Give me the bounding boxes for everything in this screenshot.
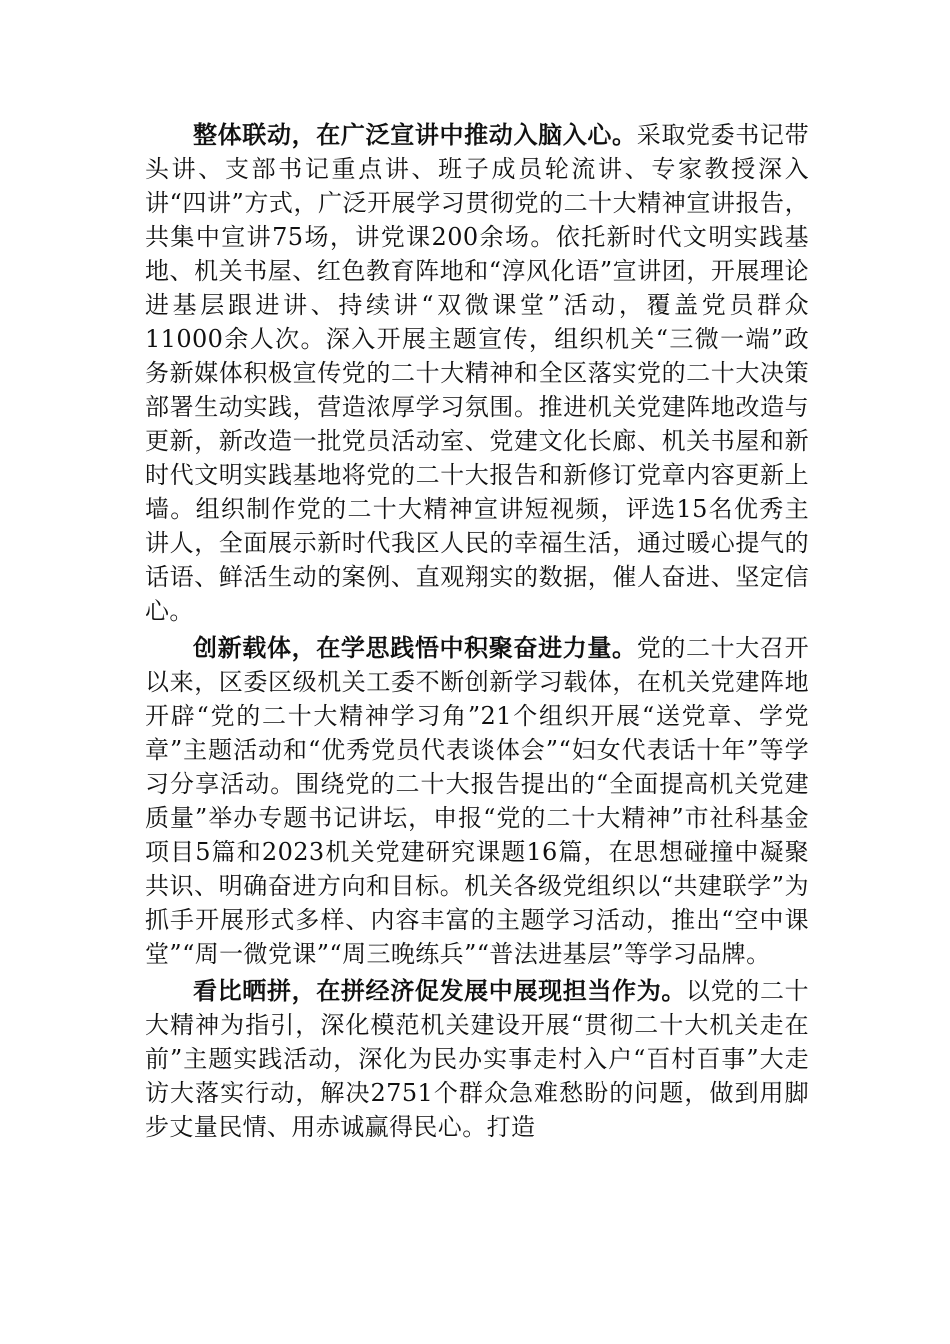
- paragraph-overall-linkage: [145, 118, 809, 628]
- document-page: [145, 118, 809, 1144]
- paragraph-heading: 看比晒拼，在拼经济促发展中展现担当作为。: [193, 976, 686, 1005]
- paragraph-body: 采取党委书记带头讲、支部书记重点讲、班子成员轮流讲、专家教授深入讲“四讲”方式，广泛开展学习贯彻党的二十大精神宣讲报告，共集中宣讲75场，讲党课200余场。依托新时代文明实践基地、机关书屋、红色教育阵地和“淳风化语”宣讲团，开展理论进基层跟进讲、持续讲“双微课堂”活动，覆盖党员群众11000余人次。深入开展主题宣传，组织机关“三微一端”政务新媒体积极宣传党的二十大精神和全区落实党的二十大决策部署生动实践，营造浓厚学习氛围。推进机关党建阵地改造与更新，新改造一批党员活动室、党建文化长廊、机关书屋和新时代文明实践基地将党的二十大报告和新修订党章内容更新上墙。组织制作党的二十大精神宣讲短视频，评选15名优秀主讲人，全面展示新时代我区人民的幸福生活，通过暖心提气的话语、鲜活生动的案例、直观翔实的数据，催人奋进、坚定信心。: [145, 121, 809, 625]
- paragraph-innovative-carriers: [145, 631, 809, 971]
- paragraph-body: 党的二十大召开以来，区委区级机关工委不断创新学习载体，在机关党建阵地开辟“党的二十大精神学习角”21个组织开展“送党章、学党章”主题活动和“优秀党员代表谈体会”“妇女代表话十年”等学习分享活动。围绕党的二十大报告提出的“全面提高机关党建质量”举办专题书记讲坛，申报“党的二十大精神”市社科基金项目5篇和2023机关党建研究课题16篇，在思想碰撞中凝聚共识、明确奋进方向和目标。机关各级党组织以“共建联学”为抓手开展形式多样、内容丰富的主题学习活动，推出“空中课堂”“周一微党课”“周三晚练兵”“普法进基层”等学习品牌。: [145, 634, 809, 968]
- paragraph-heading: 创新载体，在学思践悟中积聚奋进力量。: [193, 633, 637, 662]
- paragraph-compete-and-deliver: [145, 974, 809, 1144]
- paragraph-body: 以党的二十大精神为指引，深化模范机关建设开展“贯彻二十大机关走在前”主题实践活动，深化为民办实事走村入户“百村百事”大走访大落实行动，解决2751个群众急难愁盼的问题，做到用脚步丈量民情、用赤诚赢得民心。打造: [145, 977, 809, 1141]
- paragraph-heading: 整体联动，在广泛宣讲中推动入脑入心。: [193, 120, 637, 149]
